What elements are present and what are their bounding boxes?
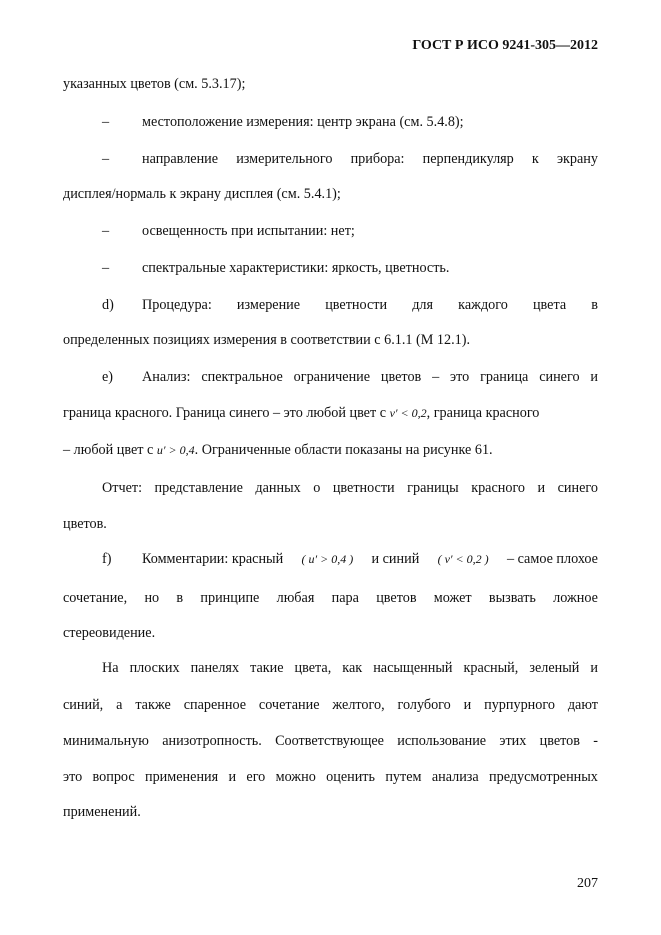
word: границы [407, 480, 459, 496]
word: и [590, 660, 598, 676]
word: принципе [200, 590, 260, 606]
word: насыщенный [373, 660, 453, 676]
text-line: стереовидение. [63, 625, 156, 641]
word: измерение [236, 297, 301, 313]
word: направление [142, 151, 219, 167]
list-item-spectral: спектральные характеристики: яркость, цветность. [142, 260, 450, 276]
word: перпендикуляр [422, 151, 514, 167]
text-line: указанных цветов (см. 5.3.17); [63, 76, 246, 92]
text-segment: , граница красного [426, 405, 540, 421]
list-dash: – [102, 260, 110, 276]
list-item-direction [142, 150, 598, 168]
word: цвета [532, 297, 567, 313]
text-line: дисплея/нормаль к экрану дисплея (см. 5.4.1); [63, 186, 341, 202]
word: - [593, 733, 598, 749]
word: сочетание [258, 697, 320, 713]
word: красного [471, 480, 526, 496]
list-dash: – [102, 114, 110, 130]
word: дают [567, 697, 598, 713]
word: минимальную [63, 733, 149, 749]
word: это [450, 369, 470, 385]
text-line [63, 768, 598, 786]
text-line [63, 589, 598, 607]
word: о [313, 480, 321, 496]
word: цвета, [294, 660, 332, 676]
word: вызвать [488, 590, 536, 606]
formula-v-lt: ( v′ < 0,2 ) [437, 552, 489, 566]
list-item-location: местоположение измерения: центр экрана (см. 5.4.8); [142, 114, 464, 130]
word: ограничение [293, 369, 371, 385]
word: к [531, 151, 539, 167]
word: и [590, 369, 598, 385]
word: – [432, 369, 440, 385]
word: сочетание, [63, 590, 128, 606]
formula-u-gt: ( u′ > 0,4 ) [301, 552, 354, 566]
word: панелях [190, 660, 240, 676]
word: в [176, 590, 184, 606]
text-line [63, 404, 539, 422]
word: использование [397, 733, 487, 749]
word: а [116, 697, 123, 713]
document-header: ГОСТ Р ИСО 9241-305—2012 [412, 38, 598, 53]
word: и [228, 769, 237, 785]
word: это [63, 769, 83, 785]
word: может [433, 590, 472, 606]
word: цветности [332, 480, 395, 496]
word: Отчет: [102, 480, 143, 496]
word: цветов [380, 369, 422, 385]
text-line: определенных позициях измерения в соответствии с 6.1.1 (М 12.1). [63, 332, 471, 348]
analysis-line [142, 368, 598, 386]
report-line [102, 479, 598, 497]
word: предусмотренных [489, 769, 598, 785]
word: синего [539, 369, 580, 385]
text-segment: граница красного. Граница синего – это любой цвет с [63, 405, 387, 421]
word: желтого, [332, 697, 385, 713]
word: оценить [326, 769, 375, 785]
item-marker-f: f) [102, 551, 112, 567]
word: применения [145, 769, 219, 785]
text-line: применений. [63, 804, 141, 820]
word: для [412, 297, 434, 313]
word: спаренное [183, 697, 247, 713]
word: можно [275, 769, 316, 785]
formula-u-gt: u′ > 0,4 [156, 443, 195, 457]
word: вопрос [92, 769, 135, 785]
text-segment: – любой цвет с [63, 442, 154, 458]
word: цветов [376, 590, 417, 606]
word: анализа [431, 769, 479, 785]
word: граница [480, 369, 529, 385]
text-segment: – самое плохое [506, 551, 598, 567]
list-dash: – [102, 151, 110, 167]
item-marker-e: e) [102, 369, 114, 385]
word: путем [385, 769, 422, 785]
word: Соответствующее [275, 733, 384, 749]
word: прибора: [350, 151, 405, 167]
word: красный, [463, 660, 519, 676]
word: синий, [63, 697, 104, 713]
word: любая [276, 590, 315, 606]
word: его [246, 769, 266, 785]
word: но [144, 590, 160, 606]
word: измерительного [236, 151, 333, 167]
word: как [342, 660, 363, 676]
word: пурпурного [484, 697, 555, 713]
word: такие [250, 660, 284, 676]
formula-v-lt: v′ < 0,2 [389, 406, 427, 420]
word: и [537, 480, 546, 496]
word: пара [331, 590, 359, 606]
text-segment: . Ограниченные области показаны на рисунке 61. [194, 442, 493, 458]
list-item-illumination: освещенность при испытании: нет; [142, 223, 355, 239]
word: и [463, 697, 472, 713]
word: зеленый [529, 660, 580, 676]
comments-line [142, 550, 598, 568]
text-segment: Комментарии: красный [142, 551, 284, 567]
procedure-line [142, 296, 598, 314]
paragraph-first-line [102, 659, 598, 677]
word: представление [154, 480, 243, 496]
word: в [591, 297, 598, 313]
word: Анализ: [142, 369, 191, 385]
word: цветов [539, 733, 580, 749]
word: Процедура: [142, 297, 212, 313]
word: плоских [129, 660, 180, 676]
word: каждого [458, 297, 508, 313]
text-line [63, 441, 493, 459]
text-segment: и синий [371, 551, 420, 567]
text-line [63, 696, 598, 714]
item-marker-d: d) [102, 297, 114, 313]
word: На [102, 660, 119, 676]
word: ложное [553, 590, 598, 606]
word: синего [557, 480, 598, 496]
word: спектральное [201, 369, 283, 385]
word: этих [499, 733, 527, 749]
word: данных [255, 480, 301, 496]
word: цветности [325, 297, 388, 313]
list-dash: – [102, 223, 110, 239]
page-number: 207 [577, 876, 598, 891]
word: голубого [397, 697, 451, 713]
word: экрану [556, 151, 598, 167]
text-line: цветов. [63, 516, 107, 532]
text-line [63, 732, 598, 750]
word: также [135, 697, 171, 713]
word: анизотропность. [162, 733, 262, 749]
